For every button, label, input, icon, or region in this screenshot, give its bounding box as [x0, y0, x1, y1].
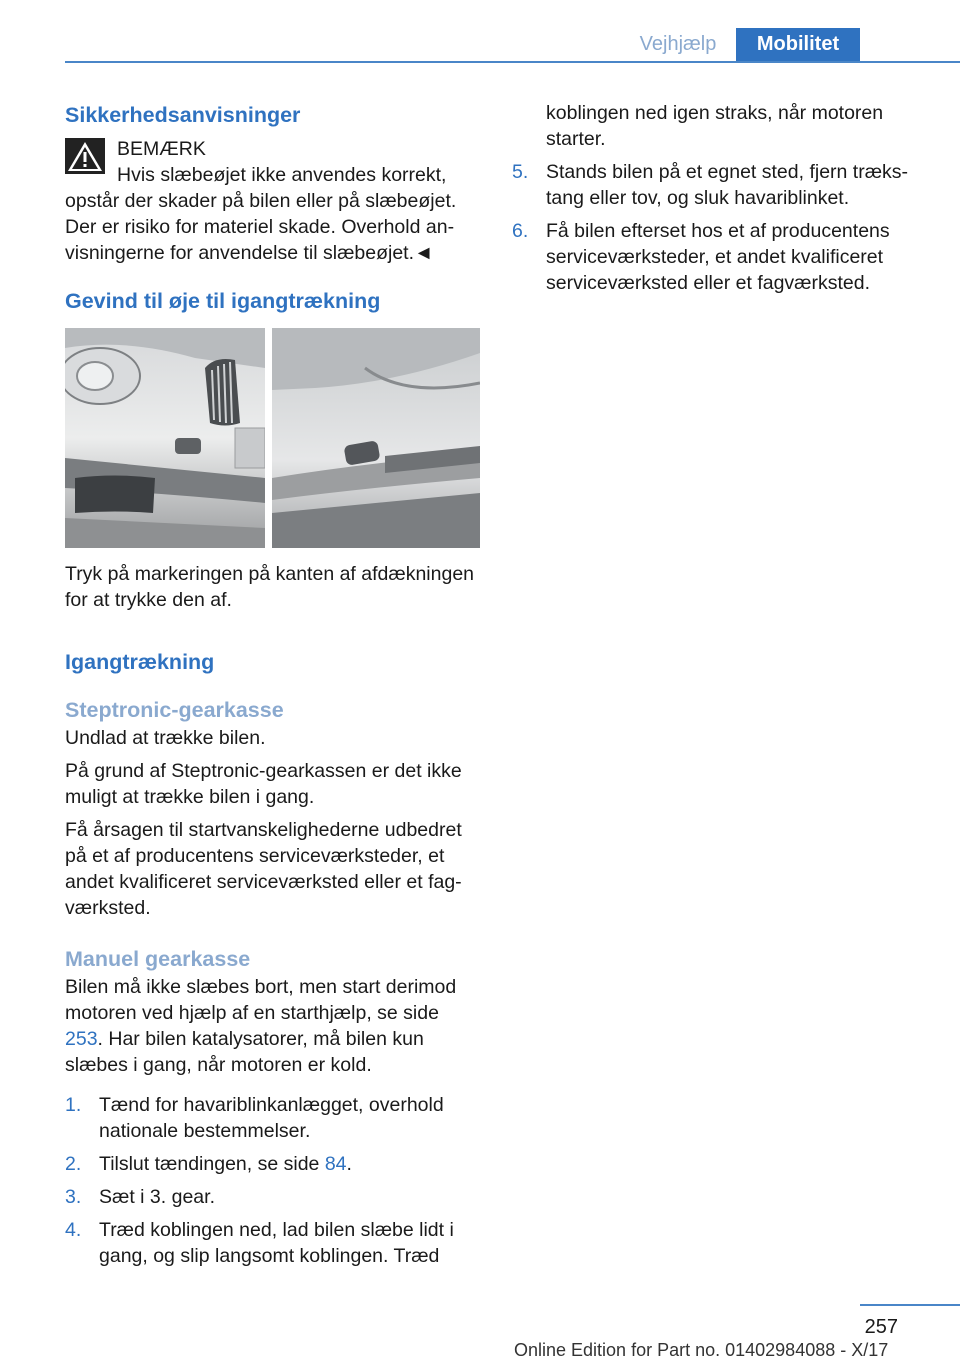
tab-mobilitet[interactable]: Mobilitet — [736, 28, 860, 61]
steptronic-para-1: Undlad at trække bilen. — [65, 727, 266, 749]
warning-label: BEMÆRK — [117, 138, 206, 160]
step-text: Tænd for havariblinkanlægget, overhold nationale bestemmelser. — [99, 1094, 444, 1142]
tow-eye-cover-photo — [65, 328, 480, 548]
manual-gearbox-heading: Manuel gearkasse — [65, 947, 251, 971]
manual-gearbox-para — [65, 974, 480, 1078]
photo-caption: Tryk på markeringen på kanten af afdækningen for at trykke den af. — [65, 563, 475, 611]
tow-eye-heading: Gevind til øje til igangtrækning — [65, 289, 381, 313]
list-item — [65, 1092, 480, 1144]
warning-text: opstår der skader på bilen eller på slæbeøjet. Der er risiko for materiel skade. Overhold anvisningerne for anvendelse til slæbeøjet.◄ — [65, 190, 457, 264]
continued-step-text: koblingen ned igen straks, når motoren starter. — [546, 102, 884, 150]
left-column — [65, 100, 480, 1269]
step-text: Stands bilen på et egnet sted, fjern trækstang eller tov, og sluk havariblinket. — [546, 161, 909, 209]
header-rule — [65, 61, 960, 63]
safety-heading: Sikkerhedsanvisninger — [65, 103, 301, 127]
steptronic-heading: Steptronic-gearkasse — [65, 698, 284, 722]
page-number: 257 — [864, 1316, 898, 1338]
step-text: Træd koblingen ned, lad bilen slæbe lidt i gang, og slip langsomt koblingen. Træd — [99, 1219, 454, 1267]
warning-notice — [65, 136, 480, 266]
list-item — [512, 218, 917, 296]
steps-list-right — [512, 159, 917, 296]
steptronic-para-2: På grund af Steptronic-gearkassen er det ikke muligt at trække bilen i gang. — [65, 760, 462, 808]
step-text-end: . — [346, 1153, 352, 1175]
edition-footer: Online Edition for Part no. 01402984088 - X/17 — [514, 1340, 889, 1360]
right-column — [512, 100, 917, 296]
warning-triangle-icon — [65, 138, 105, 174]
steptronic-para-3: Få årsagen til startvanskelighederne udbedret på et af producentens serviceværksteder, et andet kvalificeret serviceværksted eller et fagværksted. — [65, 819, 462, 919]
step-number: 3. — [65, 1186, 82, 1208]
step-text: Sæt i 3. gear. — [99, 1186, 215, 1208]
tab-vejhjaelp[interactable]: Vejhjælp — [639, 33, 717, 55]
footer-rule — [860, 1304, 960, 1306]
warning-text-first: Hvis slæbeøjet ikke anvendes korrekt, — [117, 164, 447, 186]
step-number: 1. — [65, 1094, 82, 1116]
manual-text-b: . Har bilen katalysatorer, må bilen kun slæbes i gang, når motoren er kold. — [65, 1028, 424, 1076]
step-number: 6. — [512, 220, 529, 242]
step-number: 4. — [65, 1219, 82, 1241]
list-item — [512, 159, 917, 211]
list-item — [65, 1217, 480, 1269]
step-number: 5. — [512, 161, 529, 183]
list-item — [65, 1184, 480, 1210]
page-link-84[interactable]: 84 — [324, 1153, 347, 1175]
steps-list-left — [65, 1092, 480, 1269]
page-link-253[interactable]: 253 — [65, 1028, 98, 1050]
list-item — [65, 1151, 480, 1177]
step-number: 2. — [65, 1153, 82, 1175]
manual-text-a: Bilen må ikke slæbes bort, men start derimod motoren ved hjælp af en starthjælp, se side — [65, 976, 457, 1024]
start-heading: Igangtrækning — [65, 650, 215, 674]
step-text: Tilslut tændingen, se side — [99, 1153, 320, 1175]
step-text: Få bilen efterset hos et af producentens serviceværksteder, et andet kvalificeret serviceværksted eller et fagværksted. — [546, 220, 890, 294]
